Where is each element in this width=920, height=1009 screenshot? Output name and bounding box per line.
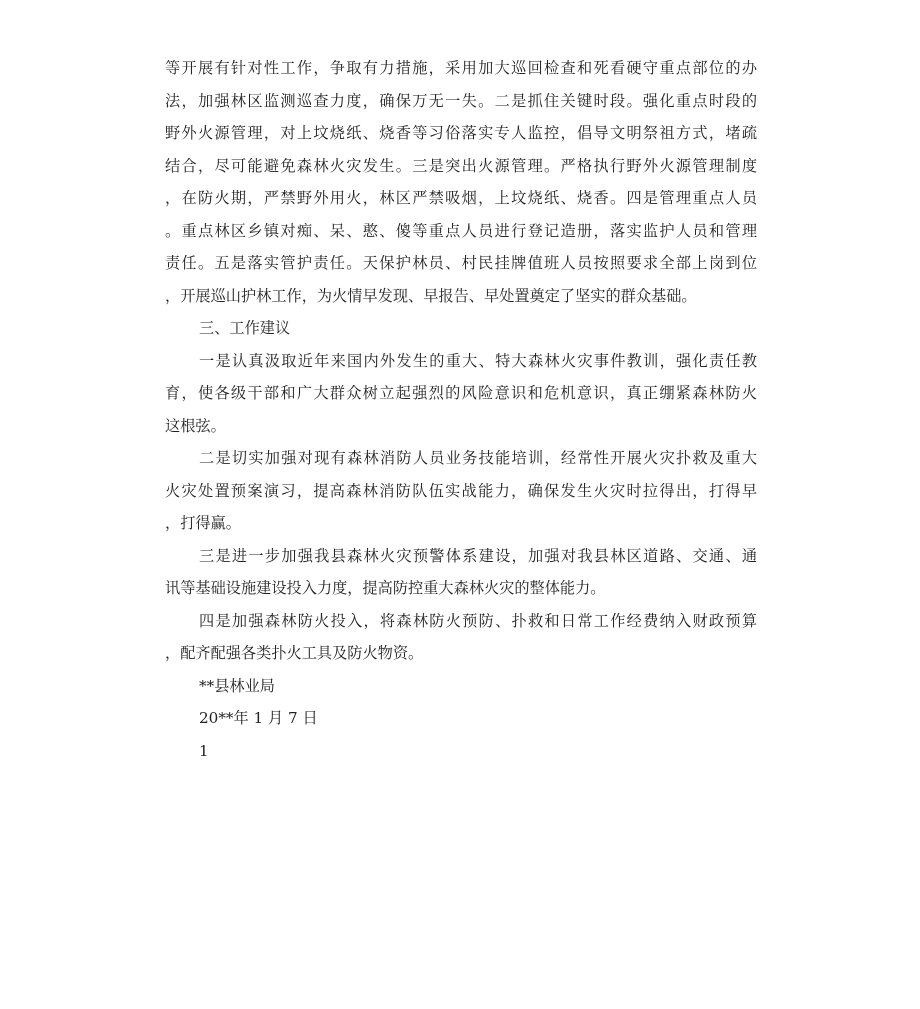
text-line: 一是认真汲取近年来国内外发生的重大、特大森林火灾事件教训，强化责任教 bbox=[199, 351, 757, 370]
text-line: 野外火源管理，对上坟烧纸、烧香等习俗落实专人监控，倡导文明祭祖方式，堵疏 bbox=[165, 124, 757, 142]
section-heading: 三、工作建议 bbox=[199, 319, 291, 337]
text-line: 法，加强林区监测巡查力度，确保万无一失。二是抓住关键时段。强化重点时段的 bbox=[165, 91, 757, 110]
paragraph-suggestion-one bbox=[165, 345, 757, 443]
paragraph-suggestion-three bbox=[165, 540, 757, 605]
text-line: 。重点林区乡镇对痴、呆、憨、傻等重点人员进行登记造册，落实监护人员和管理 bbox=[165, 221, 757, 240]
paragraph-fire-source-measures bbox=[165, 52, 757, 312]
signature-organization bbox=[165, 670, 757, 703]
signature-date bbox=[165, 702, 757, 735]
page-number: 1 bbox=[199, 741, 209, 760]
text-line: 二是切实加强对现有森林消防人员业务技能培训，经常性开展火灾扑救及重大 bbox=[199, 449, 757, 467]
organization-name: **县林业局 bbox=[199, 676, 275, 695]
text-line: 三是进一步加强我县森林火灾预警体系建设，加强对我县林区道路、交通、通 bbox=[199, 546, 757, 565]
text-line: 结合，尽可能避免森林火灾发生。三是突出火源管理。严格执行野外火源管理制度 bbox=[165, 156, 757, 175]
text-line: ，打得赢。 bbox=[165, 514, 241, 532]
text-line: 火灾处置预案演习，提高森林消防队伍实战能力，确保发生火灾时拉得出，打得早 bbox=[165, 481, 757, 500]
section-heading-work-suggestions bbox=[165, 312, 757, 345]
text-line: ，在防火期，严禁野外用火，林区严禁吸烟，上坟烧纸、烧香。四是管理重点人员 bbox=[165, 189, 757, 207]
text-line: 讯等基础设施建设投入力度，提高防控重大森林火灾的整体能力。 bbox=[165, 579, 606, 597]
paragraph-suggestion-four bbox=[165, 605, 757, 670]
text-line: 育，使各级干部和广大群众树立起强烈的风险意识和危机意识，真正绷紧森林防火 bbox=[165, 384, 757, 402]
text-line: ，开展巡山护林工作，为火情早发现、早报告、早处置奠定了坚实的群众基础。 bbox=[165, 286, 697, 305]
document-body bbox=[165, 52, 757, 767]
page-number-block bbox=[165, 735, 757, 768]
text-line: 四是加强森林防火投入，将森林防火预防、扑救和日常工作经费纳入财政预算 bbox=[199, 611, 757, 630]
document-date: 20**年 1 月 7 日 bbox=[199, 709, 318, 727]
paragraph-suggestion-two bbox=[165, 442, 757, 540]
text-line: 责任。五是落实管护责任。天保护林员、村民挂牌值班人员按照要求全部上岗到位 bbox=[165, 254, 757, 272]
text-line: 这根弦。 bbox=[165, 416, 226, 435]
text-line: 等开展有针对性工作，争取有力措施，采用加大巡回检查和死看硬守重点部位的办 bbox=[165, 59, 757, 77]
text-line: ，配齐配强各类扑火工具及防火物资。 bbox=[165, 644, 424, 662]
